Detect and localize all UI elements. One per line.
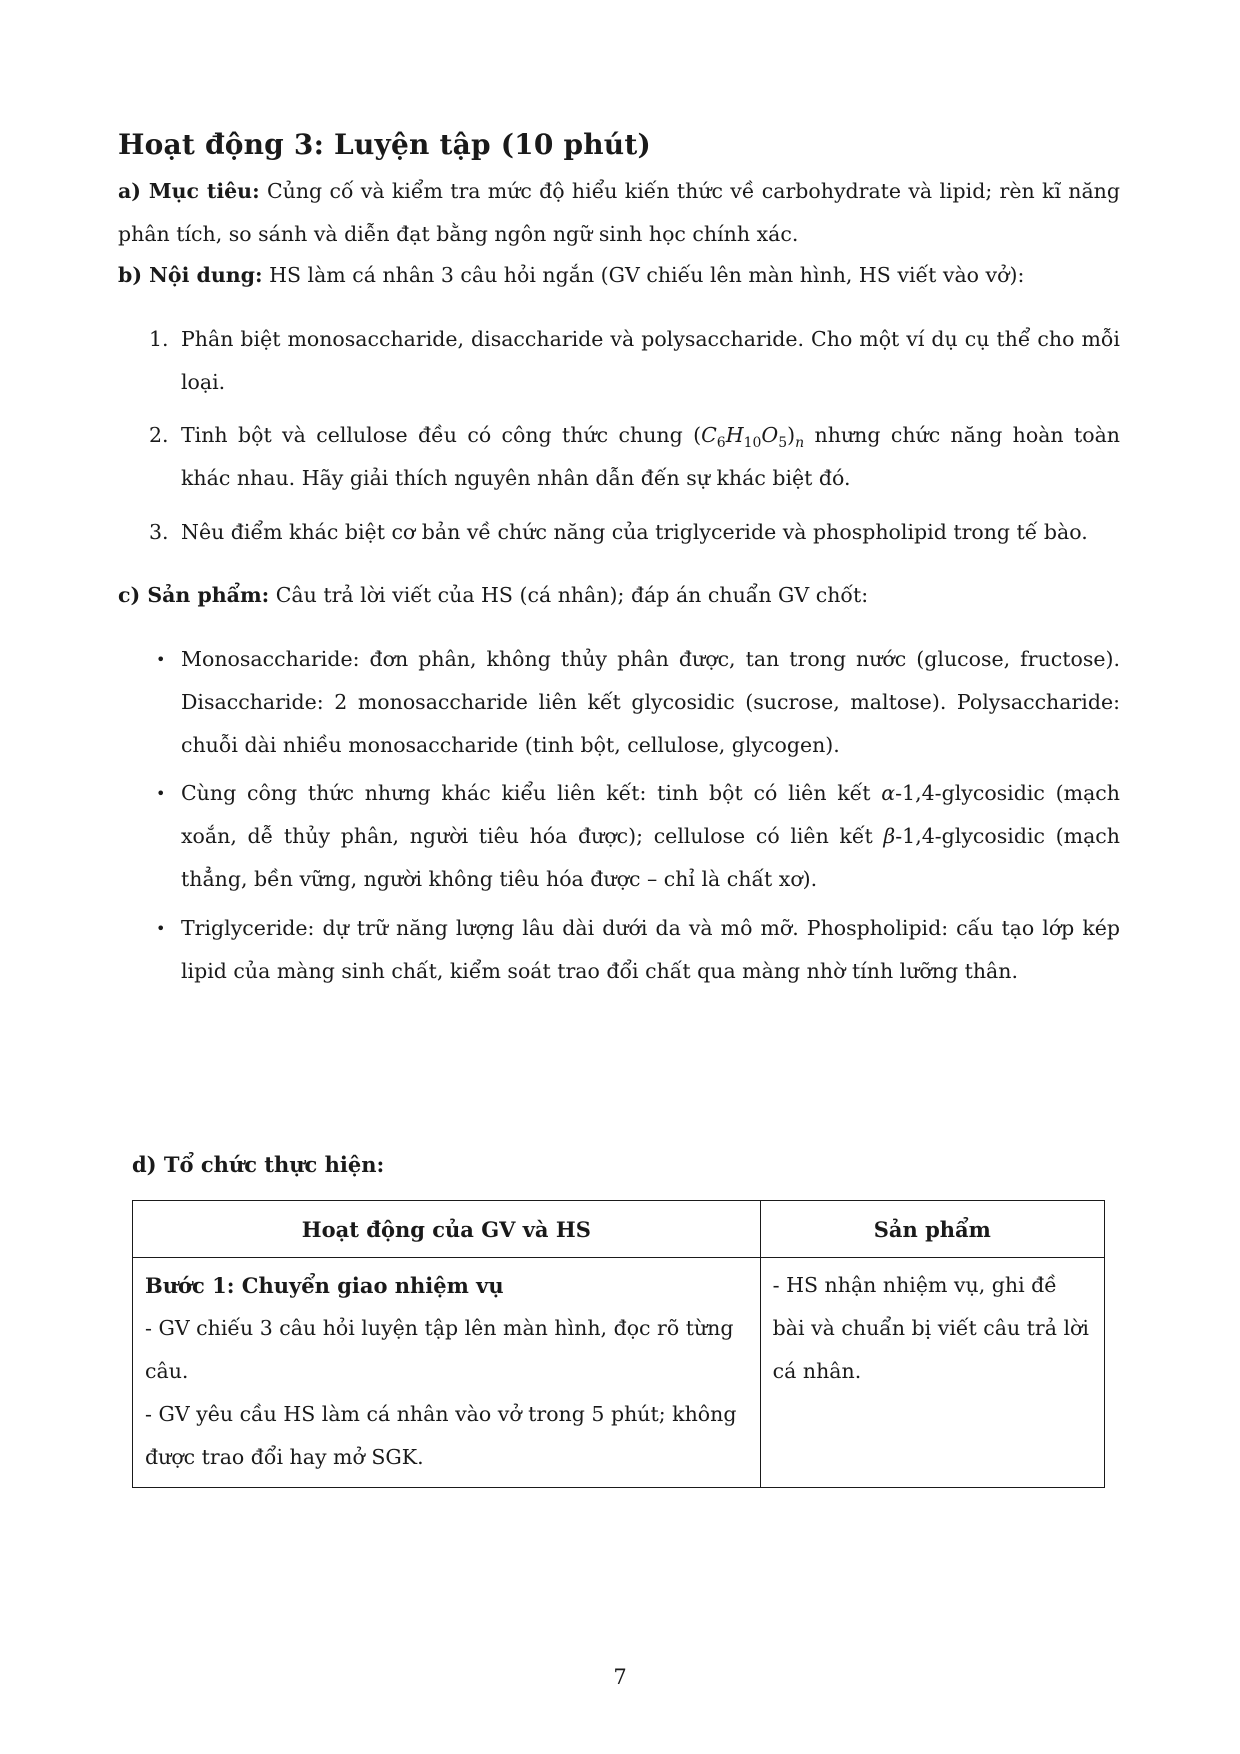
question-number: 2. — [149, 423, 169, 447]
chemical-formula: $(C_6H_{10}O_5)_n$ — [693, 423, 805, 451]
table-header-row — [133, 1201, 1105, 1258]
question-text: Phân biệt monosaccharide, disaccharide và polysaccharide. Cho một ví dụ cụ thể cho mỗi loại. — [181, 327, 1120, 394]
column-header-product: Sản phẩm — [760, 1201, 1104, 1258]
bullet: • — [156, 919, 166, 938]
question-text-after: nhưng chức năng hoàn toàn khác nhau. Hãy giải thích nguyên nhân dẫn đến sự khác biệt đó. — [181, 423, 1120, 490]
document-page — [118, 0, 1120, 1754]
answer-item-2: • Cùng công thức nhưng khác kiểu liên kết: tinh bột có liên kết α-1,4-glycosidic (mạch xoắn, dễ thủy phân, người tiêu hóa được); cellulose có liên kết β-1,4-glycosidic (mạch thẳng, bền vững, người không tiêu hóa được – chỉ là chất xơ). — [181, 772, 1120, 901]
question-number: 1. — [149, 327, 169, 351]
objective-text: Củng cố và kiểm tra mức độ hiểu kiến thức về carbohydrate và lipid; rèn kĩ năng phân tích, so sánh và diễn đạt bằng ngôn ngữ sinh học chính xác. — [118, 179, 1121, 246]
answer-text: Triglyceride: dự trữ năng lượng lâu dài dưới da và mô mỡ. Phospholipid: cấu tạo lớp kép lipid của màng sinh chất, kiểm soát trao đổi chất qua màng nhờ tính lưỡng thân. — [181, 916, 1120, 983]
product-paragraph — [118, 574, 1120, 617]
question-text-before: Tinh bột và cellulose đều có công thức chung — [181, 423, 694, 447]
activity-cell — [133, 1258, 761, 1488]
question-item-2 — [149, 414, 1120, 500]
objective-label: a) Mục tiêu: — [118, 179, 260, 203]
question-item-3 — [149, 511, 1120, 554]
answer-item-1 — [156, 638, 1120, 767]
answer-text: Monosaccharide: đơn phân, không thủy phân được, tan trong nước (glucose, fructose). Disaccharide: 2 monosaccharide liên kết glycosidic (sucrose, maltose). Polysaccharide: chuỗi dài nhiều monosaccharide (tinh bột, cellulose, glycogen). — [181, 647, 1120, 757]
question-number: 3. — [149, 520, 169, 544]
step-title: Bước 1: Chuyển giao nhiệm vụ — [145, 1273, 504, 1298]
content-paragraph — [118, 254, 1120, 297]
question-item-1 — [149, 318, 1120, 404]
table-row — [133, 1258, 1105, 1488]
product-label: c) Sản phẩm: — [118, 583, 270, 607]
activity-title: Hoạt động 3: Luyện tập (10 phút) — [118, 128, 651, 161]
product-text: Câu trả lời viết của HS (cá nhân); đáp án chuẩn GV chốt: — [269, 583, 869, 607]
content-label: b) Nội dung: — [118, 263, 263, 287]
organization-heading: d) Tổ chức thực hiện: — [132, 1152, 385, 1177]
beta-symbol: β — [883, 824, 896, 848]
page-number: 7 — [613, 1665, 627, 1689]
activity-line: - GV chiếu 3 câu hỏi luyện tập lên màn hình, đọc rõ từng câu. — [145, 1316, 734, 1383]
alpha-symbol: α — [881, 781, 896, 805]
bullet: • — [156, 784, 166, 803]
bullet: • — [156, 650, 166, 669]
product-cell: - HS nhận nhiệm vụ, ghi đề bài và chuẩn bị viết câu trả lời cá nhân. — [760, 1258, 1104, 1488]
content-text: HS làm cá nhân 3 câu hỏi ngắn (GV chiếu lên màn hình, HS viết vào vở): — [262, 263, 1025, 287]
question-text: Nêu điểm khác biệt cơ bản về chức năng của triglyceride và phospholipid trong tế bào. — [181, 520, 1088, 544]
organization-table — [132, 1200, 1105, 1488]
objective-paragraph — [118, 170, 1120, 256]
activity-line: - GV yêu cầu HS làm cá nhân vào vở trong 5 phút; không được trao đổi hay mở SGK. — [145, 1402, 737, 1469]
column-header-activity: Hoạt động của GV và HS — [133, 1201, 761, 1258]
answer-item-3 — [156, 907, 1120, 993]
